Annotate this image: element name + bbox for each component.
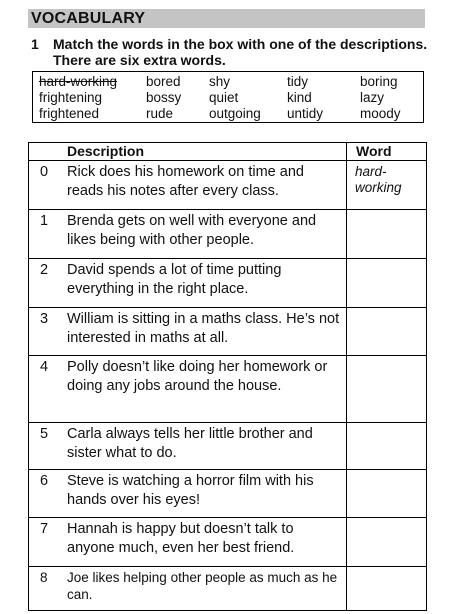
word-box-item: quiet [209,90,239,105]
description-text: William is sitting in a maths class. He’s not interested in maths at all. [67,311,340,346]
row-number: 5 [40,426,49,442]
description-table [28,142,427,611]
description-cell [29,210,347,259]
table-row [29,470,427,518]
answer-cell[interactable] [347,423,427,470]
word-box-item: lazy [360,90,385,105]
answer-cell[interactable] [347,259,427,308]
answer-cell[interactable] [347,161,427,210]
description-text: Joe likes helping other people as much as he can. [67,570,338,602]
answer-cell[interactable] [347,470,427,518]
exercise-number: 1 [31,36,39,52]
word-box-item: boring [360,74,398,89]
word-box-item: bored [146,74,181,89]
answer-text: hard-working [355,164,402,195]
answer-cell[interactable] [347,567,427,611]
table-header-row [29,143,427,161]
description-text: Hannah is happy but doesn’t talk to anyone much, even her best friend. [67,521,295,556]
description-text: Rick does his homework on time and reads his notes after every class. [67,164,304,199]
word-box-item: kind [287,90,312,105]
exercise-instruction [31,36,431,68]
table-row [29,356,427,423]
row-number: 6 [40,473,49,489]
header-word: Word [347,143,427,161]
row-number: 8 [40,570,48,585]
row-number: 7 [40,521,49,537]
description-text: Steve is watching a horror film with his hands over his eyes! [67,473,314,508]
answer-cell[interactable] [347,356,427,423]
description-cell [29,161,347,210]
section-title: VOCABULARY [31,10,146,27]
description-text: David spends a lot of time putting everything in the right place. [67,262,282,297]
word-box-item: rude [146,106,174,121]
description-cell [29,423,347,470]
word-box-item: frightened [39,106,100,121]
table-row [29,308,427,356]
table-row [29,567,427,611]
table-row [29,210,427,259]
word-box-item: outgoing [209,106,261,121]
table-row [29,423,427,470]
word-box-item: hard-working [39,74,118,89]
word-box-item: bossy [146,90,182,105]
description-text: Brenda gets on well with everyone and likes being with other people. [67,213,317,248]
description-cell [29,470,347,518]
header-description: Description [29,143,347,161]
table-row [29,161,427,210]
word-box-item: frightening [39,90,103,105]
row-number: 2 [40,262,49,278]
table-row [29,518,427,567]
row-number: 0 [40,164,49,180]
word-box [32,71,424,123]
row-number: 1 [40,213,49,229]
description-cell [29,259,347,308]
row-number: 4 [40,359,49,375]
word-box-item: moody [360,106,401,121]
row-number: 3 [40,311,49,327]
word-box-item: untidy [287,106,324,121]
description-text: Polly doesn’t like doing her homework or doing any jobs around the house. [67,359,328,394]
answer-cell[interactable] [347,308,427,356]
instruction-text: Match the words in the box with one of the descriptions. There are six extra words. [53,36,428,68]
description-cell [29,567,347,611]
section-title-bar [28,9,425,28]
answer-cell[interactable] [347,210,427,259]
description-cell [29,518,347,567]
answer-cell[interactable] [347,518,427,567]
description-cell [29,308,347,356]
word-box-item: shy [209,74,231,89]
description-text: Carla always tells her little brother and sister what to do. [67,426,313,461]
word-box-item: tidy [287,74,309,89]
table-row [29,259,427,308]
description-cell [29,356,347,423]
